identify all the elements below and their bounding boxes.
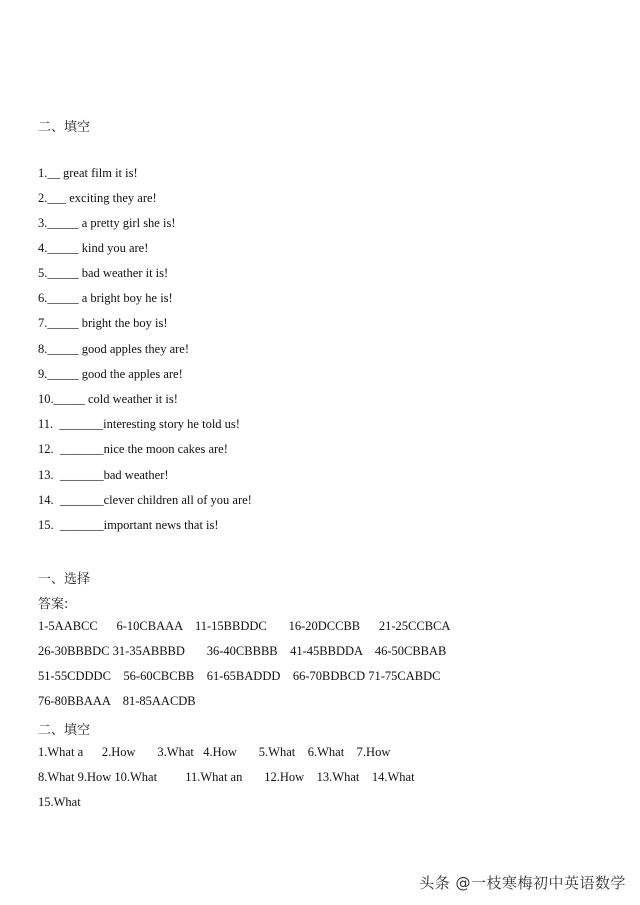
question-item: 10._____ cold weather it is! <box>38 392 178 406</box>
question-item: 3._____ a pretty girl she is! <box>38 216 176 230</box>
question-item: 8._____ good apples they are! <box>38 342 190 356</box>
question-item: 2.___ exciting they are! <box>38 191 157 205</box>
answer-line: 15.What <box>38 795 81 809</box>
answer-line: 76-80BBAAA 81-85AACDB <box>38 694 196 708</box>
watermark: 头条 @一枝寒梅初中英语数学 <box>419 874 626 892</box>
question-item: 15. _______important news that is! <box>38 518 219 532</box>
answer-line: 26-30BBBDC 31-35ABBBD 36-40CBBBB 41-45BBDDA 46-50CBBAB <box>38 644 447 658</box>
answer-line: 8.What 9.How 10.What 11.What an 12.How 13.What 14.What <box>38 770 415 784</box>
question-item: 7._____ bright the boy is! <box>38 316 168 330</box>
question-item: 4._____ kind you are! <box>38 241 149 255</box>
question-item: 14. _______clever children all of you are! <box>38 493 252 507</box>
choice-section-title: 一、选择 <box>38 572 91 587</box>
question-item: 5._____ bad weather it is! <box>38 266 169 280</box>
answer-line: 1.What a 2.How 3.What 4.How 5.What 6.What 7.How <box>38 745 391 759</box>
answer-label: 答案: <box>38 597 69 612</box>
question-item: 13. _______bad weather! <box>38 468 169 482</box>
question-item: 1.__ great film it is! <box>38 166 138 180</box>
question-item: 9._____ good the apples are! <box>38 367 183 381</box>
answer-line: 1-5AABCC 6-10CBAAA 11-15BBDDC 16-20DCCBB 21-25CCBCA <box>38 619 451 633</box>
question-item: 11. _______interesting story he told us! <box>38 417 240 431</box>
fill-answer-title: 二、填空 <box>38 723 91 738</box>
question-item: 12. _______nice the moon cakes are! <box>38 442 228 456</box>
fill-section-title: 二、填空 <box>38 120 91 135</box>
question-item: 6._____ a bright boy he is! <box>38 291 173 305</box>
answer-line: 51-55CDDDC 56-60CBCBB 61-65BADDD 66-70BDBCD 71-75CABDC <box>38 669 441 683</box>
